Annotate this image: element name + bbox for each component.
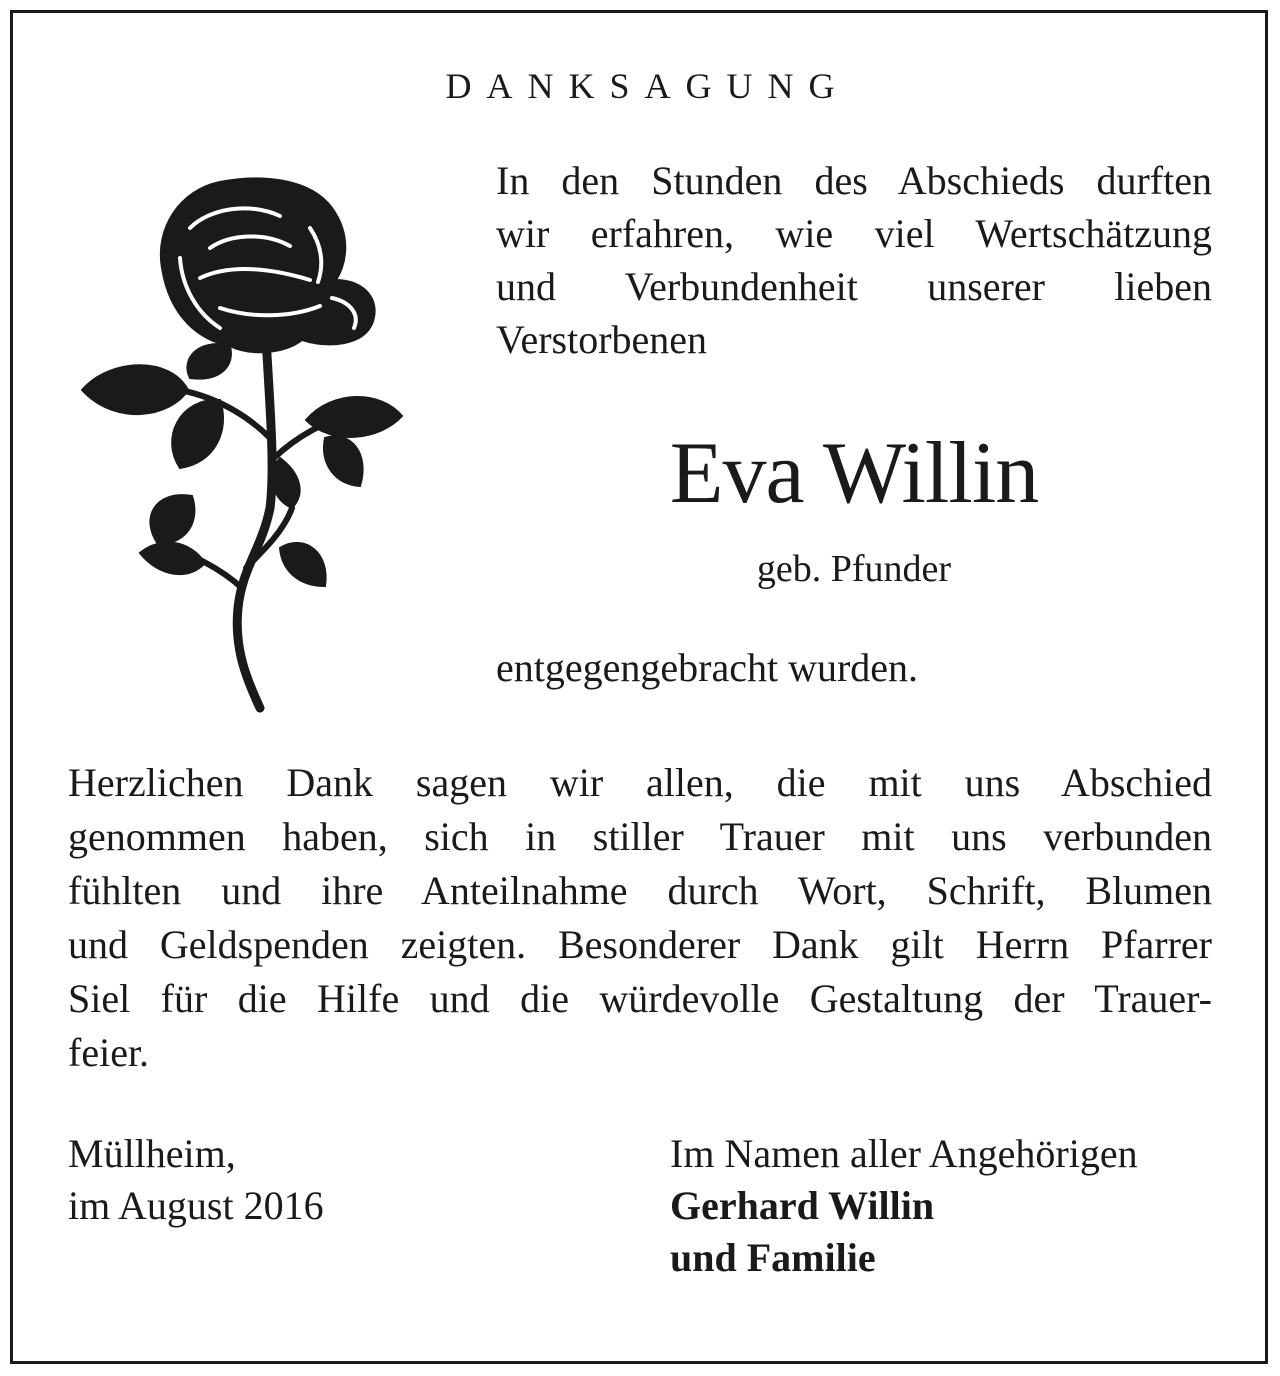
signature-intro: Im Namen aller Angehörigen: [670, 1131, 1138, 1176]
closing-phrase: entgegengebracht wurden.: [496, 645, 919, 690]
thanks-line: Siel für die Hilfe und die würdevolle Gestaltung der Trauer-: [68, 976, 1212, 1021]
deceased-name: Eva Willin: [669, 425, 1039, 522]
intro-line: Verstorbenen: [496, 317, 708, 362]
intro-line: und Verbundenheit unserer lieben: [496, 264, 1212, 309]
notice-date: im August 2016: [68, 1183, 324, 1228]
intro-line: In den Stunden des Abschieds durften: [496, 158, 1212, 203]
signature-name: Gerhard Willin: [670, 1183, 935, 1228]
place-date-block: [68, 1128, 324, 1232]
thanks-line: genommen haben, sich in stiller Trauer mit uns verbunden: [68, 814, 1212, 859]
thanks-paragraph: [68, 756, 1212, 1080]
signature-family: und Familie: [670, 1235, 876, 1280]
maiden-name: geb. Pfunder: [756, 548, 952, 590]
signature-block: [670, 1128, 1138, 1284]
thanks-line: fühlten und ihre Anteilnahme durch Wort, Schrift, Blumen: [68, 868, 1212, 913]
notice-heading: DANKSAGUNG: [445, 66, 850, 106]
intro-line: wir erfahren, wie viel Wertschätzung: [496, 211, 1212, 256]
place-name: Müllheim,: [68, 1131, 236, 1176]
thanks-line: feier.: [68, 1030, 150, 1075]
rose-icon: [70, 168, 410, 716]
thanks-line: Herzlichen Dank sagen wir allen, die mit uns Abschied: [68, 760, 1212, 805]
thanks-line: und Geldspenden zeigten. Besonderer Dank gilt Herrn Pfarrer: [68, 922, 1212, 967]
intro-paragraph: [496, 154, 1212, 366]
